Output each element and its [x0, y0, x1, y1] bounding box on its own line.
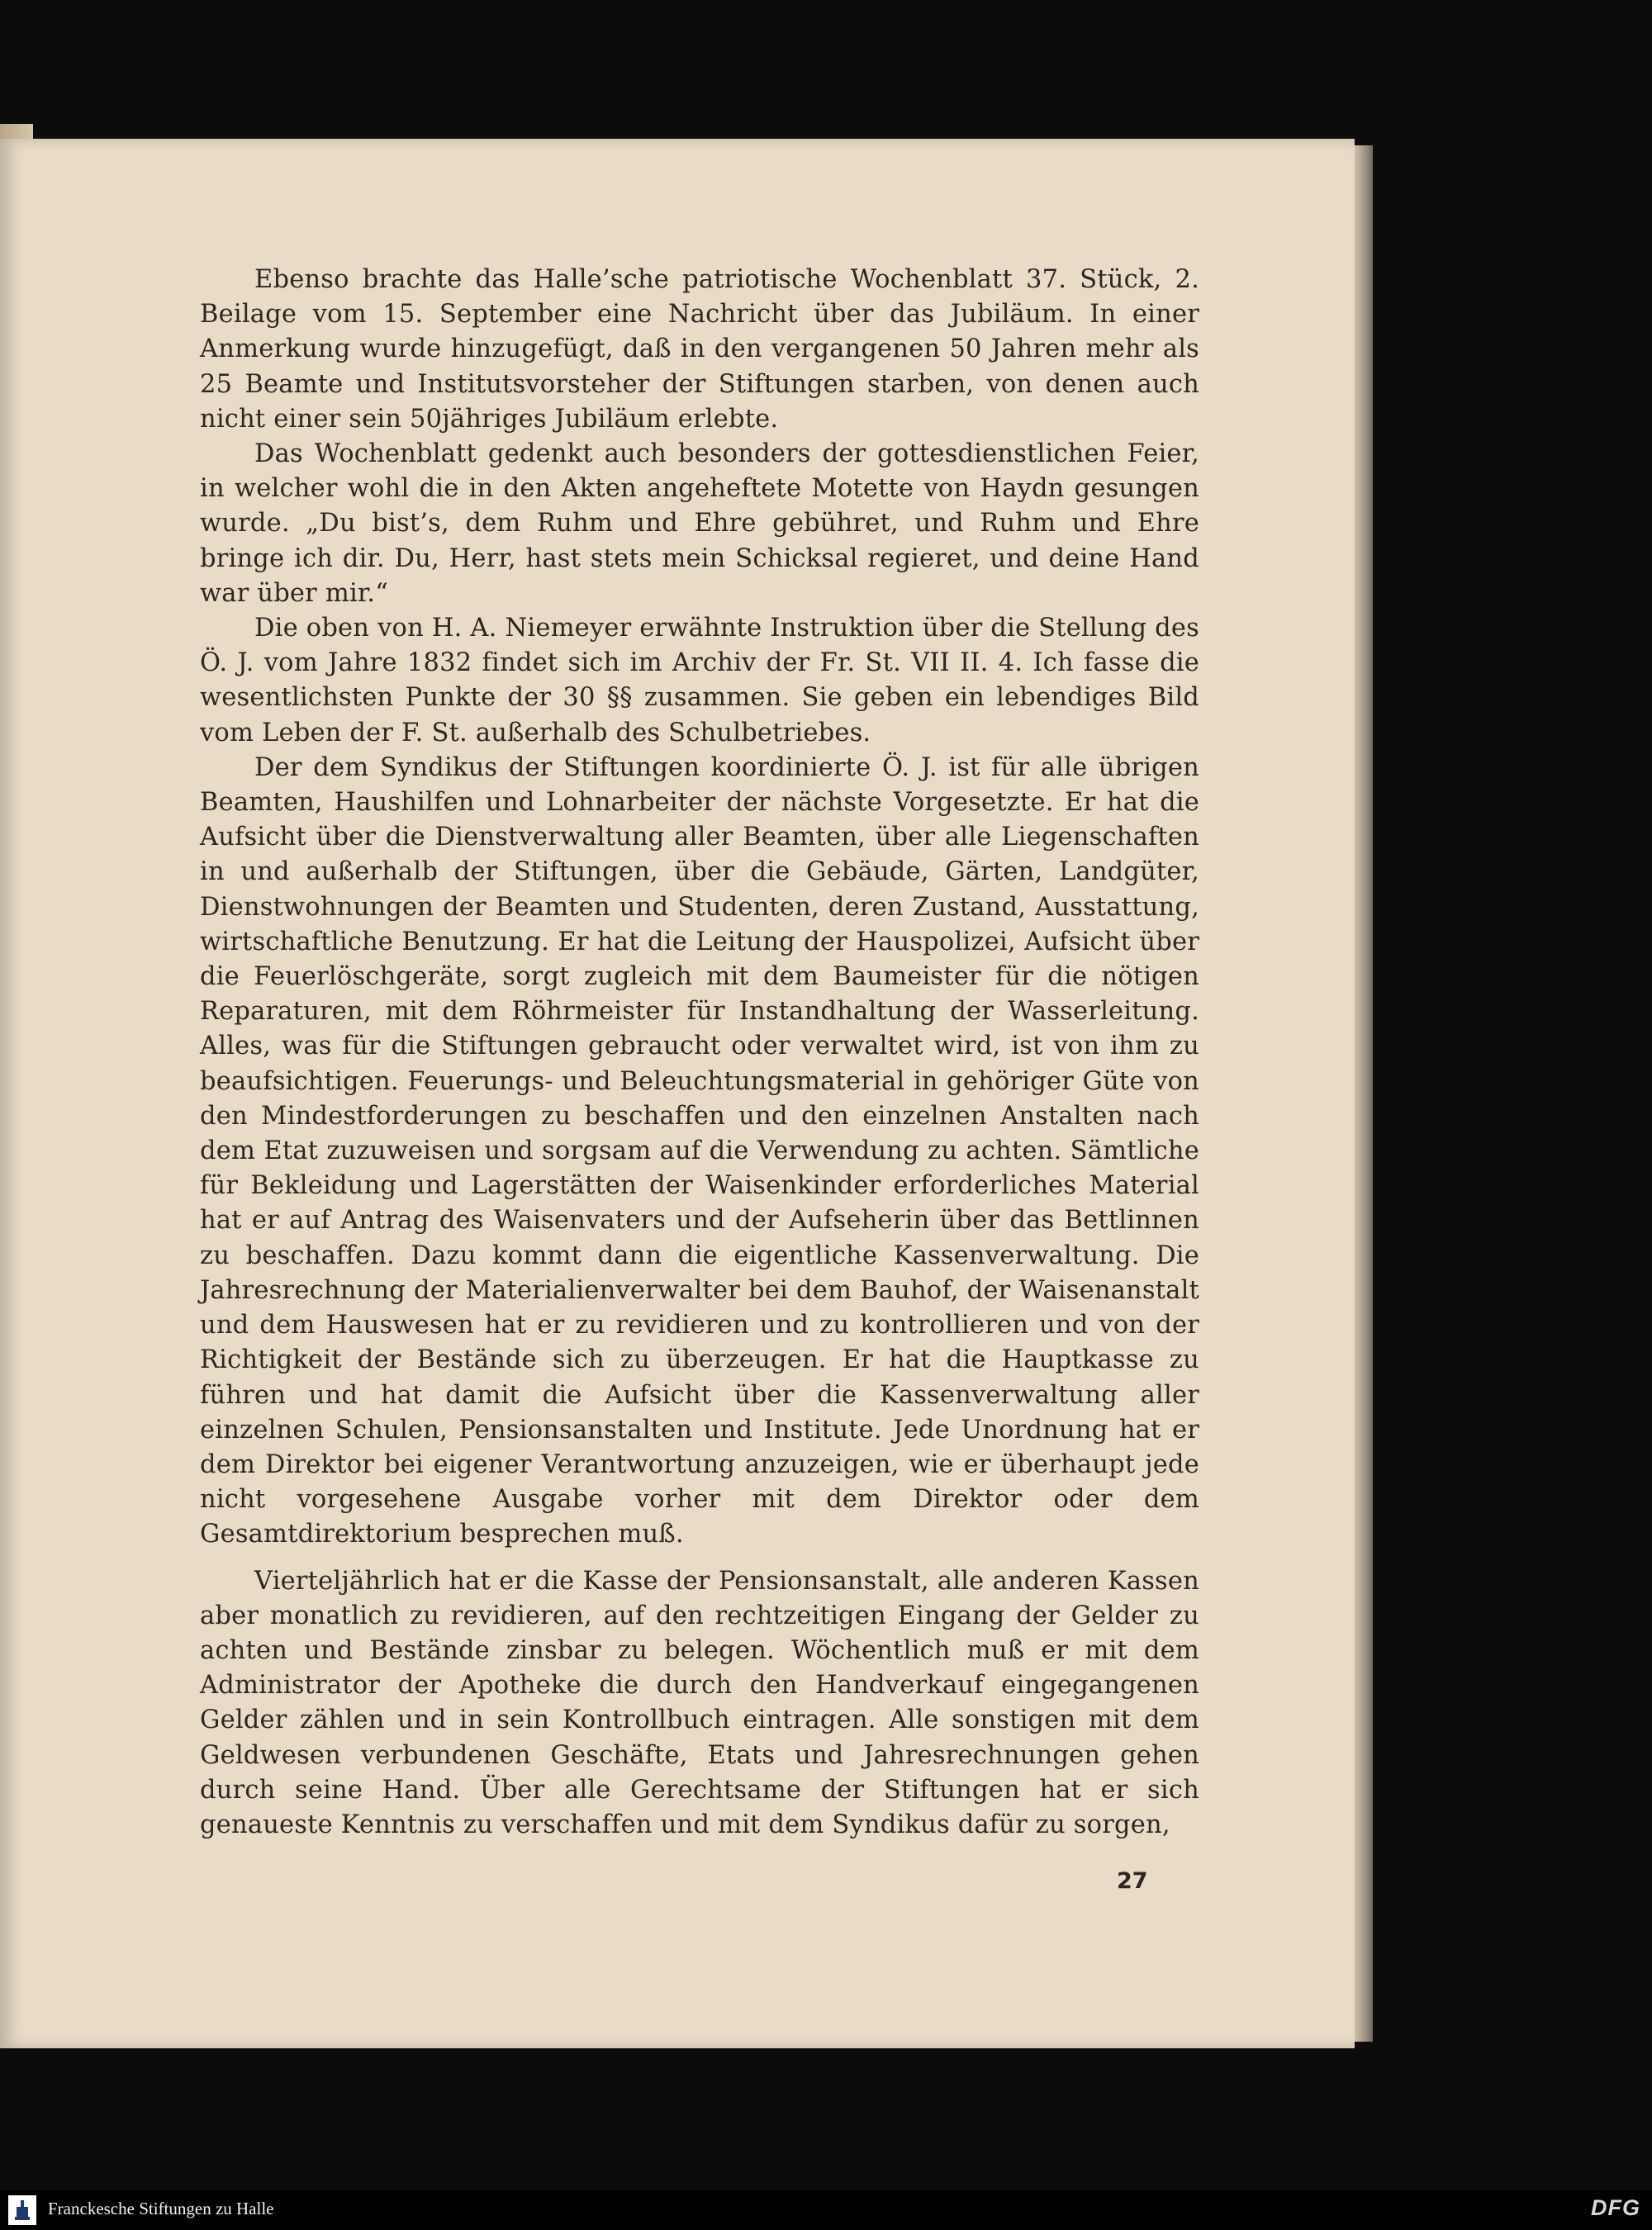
page-text-block: [200, 263, 1199, 1843]
paragraph-3: Die oben von H. A. Niemeyer erwähnte Instruktion über die Stellung des Ö. J. vom Jahre 1832 findet sich im Archiv der Fr. St. VII II. 4. Ich fasse die wesentlichsten Punkte der 30 §§ zusammen. Sie geben ein lebendiges Bild vom Leben der F. St. außerhalb des Schulbetriebes.: [200, 614, 1199, 747]
dfg-logo: DFG: [1591, 2195, 1640, 2220]
building-icon: [13, 2199, 31, 2222]
page-fore-edge: [1355, 145, 1373, 2042]
institution-logo[interactable]: [8, 2195, 36, 2225]
page-number: 27: [1117, 1868, 1148, 1894]
footer-source-text: Franckesche Stiftungen zu Halle: [48, 2199, 274, 2218]
paragraph-4: Der dem Syndikus der Stiftungen koordinierte Ö. J. ist für alle übrigen Beamten, Haushilfen und Lohnarbeiter der nächste Vorgesetzte. Er hat die Aufsicht über die Dienstverwaltung aller Beamten, über alle Liegenschaften in und außerhalb der Stiftungen, über die Gebäude, Gärten, Landgüter, Dienstwohnungen der Beamten und Studenten, deren Zustand, Ausstattung, wirtschaftliche Benutzung. Er hat die Leitung der Hauspolizei, Aufsicht über die Feuerlöschgeräte, sorgt zugleich mit dem Baumeister für die nötigen Reparaturen, mit dem Röhrmeister für Instandhaltung der Wasserleitung. Alles, was für die Stiftungen gebraucht oder verwaltet wird, ist von ihm zu beaufsichtigen. Feuerungs- und Beleuchtungsmaterial in gehöriger Güte von den Mindestforderungen zu beschaffen und den einzelnen Anstalten nach dem Etat zuzuweisen und sorgsam auf die Verwendung zu achten. Sämtliche für Bekleidung und Lagerstätten der Waisenkinder erforderliches Material hat er auf Antrag des Waisenvaters und der Aufseherin über das Bettlinnen zu beschaffen. Dazu kommt dann die eigentliche Kassenverwaltung. Die Jahresrechnung der Materialienverwalter bei dem Bauhof, der Waisenanstalt und dem Hauswesen hat er zu revidieren und zu kontrollieren und von der Richtigkeit der Bestände sich zu überzeugen. Er hat die Hauptkasse zu führen und hat damit die Aufsicht über die Kassenverwaltung aller einzelnen Schulen, Pensionsanstalten und Institute. Jede Unordnung hat er dem Direktor bei eigener Verantwortung anzuzeigen, wie er überhaupt jede nicht vorgesehene Ausgabe vorher mit dem Direktor oder dem Gesamtdirektorium besprechen muß.: [200, 752, 1199, 1549]
paragraph-5: Vierteljährlich hat er die Kasse der Pensionsanstalt, alle anderen Kassen aber monatlich zu revidieren, auf den rechtzeitigen Eingang der Gelder zu achten und Bestände zinsbar zu belegen. Wöchentlich muß er mit dem Administrator der Apotheke die durch den Handverkauf eingegangenen Gelder zählen und in sein Kontrollbuch eintragen. Alle sonstigen mit dem Geldwesen verbundenen Geschäfte, Etats und Jahresrechnungen gehen durch seine Hand. Über alle Gerechtsame der Stiftungen hat er sich genaueste Kenntnis zu verschaffen und mit dem Syndikus dafür zu sorgen,: [200, 1566, 1199, 1839]
paragraph-2: Das Wochenblatt gedenkt auch besonders der gottesdienstlichen Feier, in welcher wohl die in den Akten angeheftete Motette von Haydn gesungen wurde. „Du bist’s, dem Ruhm und Ehre gebühret, und Ruhm und Ehre bringe ich dir. Du, Herr, hast stets mein Schicksal regieret, und deine Hand war über mir.“: [200, 439, 1199, 608]
paragraph-1: Ebenso brachte das Halle’sche patriotische Wochenblatt 37. Stück, 2. Beilage vom 15. September eine Nachricht über das Jubiläum. In einer Anmerkung wurde hinzugefügt, daß in den vergangenen 50 Jahren mehr als 25 Beamte und Institutsvorsteher der Stiftungen starben, von denen auch nicht einer sein 50jähriges Jubiläum erlebte.: [200, 265, 1199, 434]
